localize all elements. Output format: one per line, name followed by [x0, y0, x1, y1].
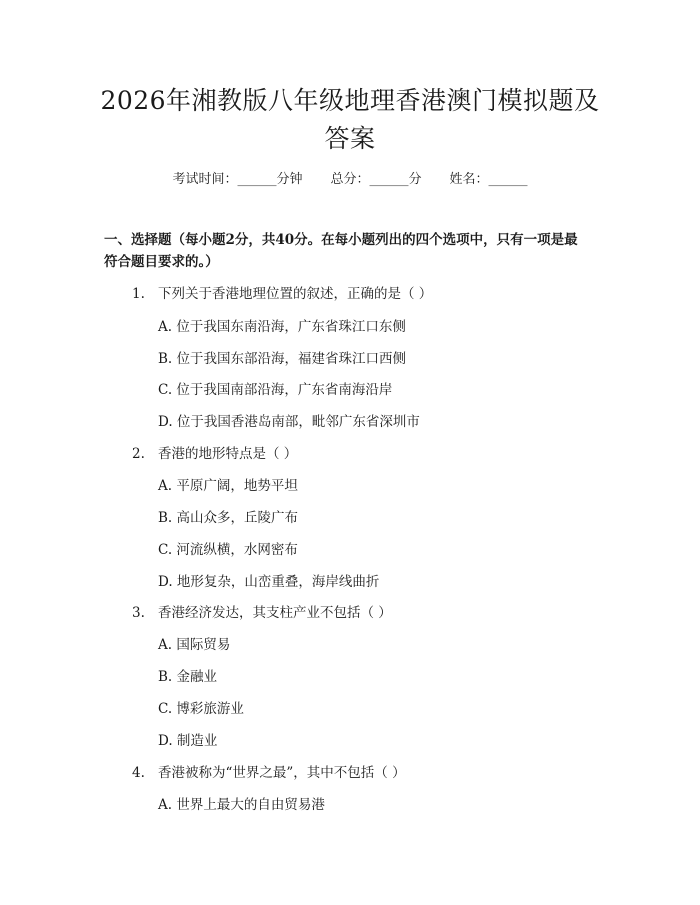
question-number: 4. [132, 765, 145, 781]
option: C. 位于我国南部沿海，广东省南海沿岸 [158, 382, 393, 398]
option: D. 位于我国香港岛南部，毗邻广东省深圳市 [158, 414, 420, 430]
question-number: 3. [132, 605, 145, 621]
option: A. 世界上最大的自由贸易港 [158, 797, 325, 813]
question-text: 香港的地形特点是（ ） [158, 446, 298, 462]
option: A. 国际贸易 [158, 637, 231, 653]
option: C. 河流纵横，水网密布 [158, 542, 298, 558]
question-text: 香港经济发达，其支柱产业不包括（ ） [158, 605, 392, 621]
document-title [90, 82, 610, 158]
question-text: 下列关于香港地理位置的叙述，正确的是（ ） [158, 286, 433, 302]
question-number: 2. [132, 446, 145, 462]
option: B. 高山众多，丘陵广布 [158, 510, 299, 526]
section-heading [104, 229, 604, 273]
question-number: 1. [132, 286, 145, 302]
total-score: 总分：______分 [330, 172, 422, 187]
question-4 [132, 761, 406, 781]
student-name: 姓名：______ [449, 172, 528, 187]
option: A. 位于我国东南沿海，广东省珠江口东侧 [158, 319, 406, 335]
option: B. 位于我国东部沿海，福建省珠江口西侧 [158, 351, 407, 367]
title-line-1: 2026年湘教版八年级地理香港澳门模拟题及 [100, 86, 600, 115]
option: B. 金融业 [158, 669, 218, 685]
title-line-2: 答案 [324, 124, 376, 153]
question-3 [132, 601, 392, 621]
question-text: 香港被称为“世界之最”，其中不包括（ ） [158, 765, 406, 781]
option: D. 地形复杂，山峦重叠，海岸线曲折 [158, 574, 380, 590]
option: D. 制造业 [158, 733, 218, 749]
option: C. 博彩旅游业 [158, 701, 244, 717]
exam-time: 考试时间：______分钟 [172, 172, 303, 187]
question-1 [132, 282, 432, 302]
section-heading-line-1: 一、选择题（每小题2分，共40分。在每小题列出的四个选项中，只有一项是最 [104, 232, 578, 248]
option: A. 平原广阔，地势平坦 [158, 478, 298, 494]
exam-info [0, 168, 700, 187]
section-heading-line-2: 符合题目要求的。） [104, 254, 219, 270]
question-2 [132, 442, 297, 462]
